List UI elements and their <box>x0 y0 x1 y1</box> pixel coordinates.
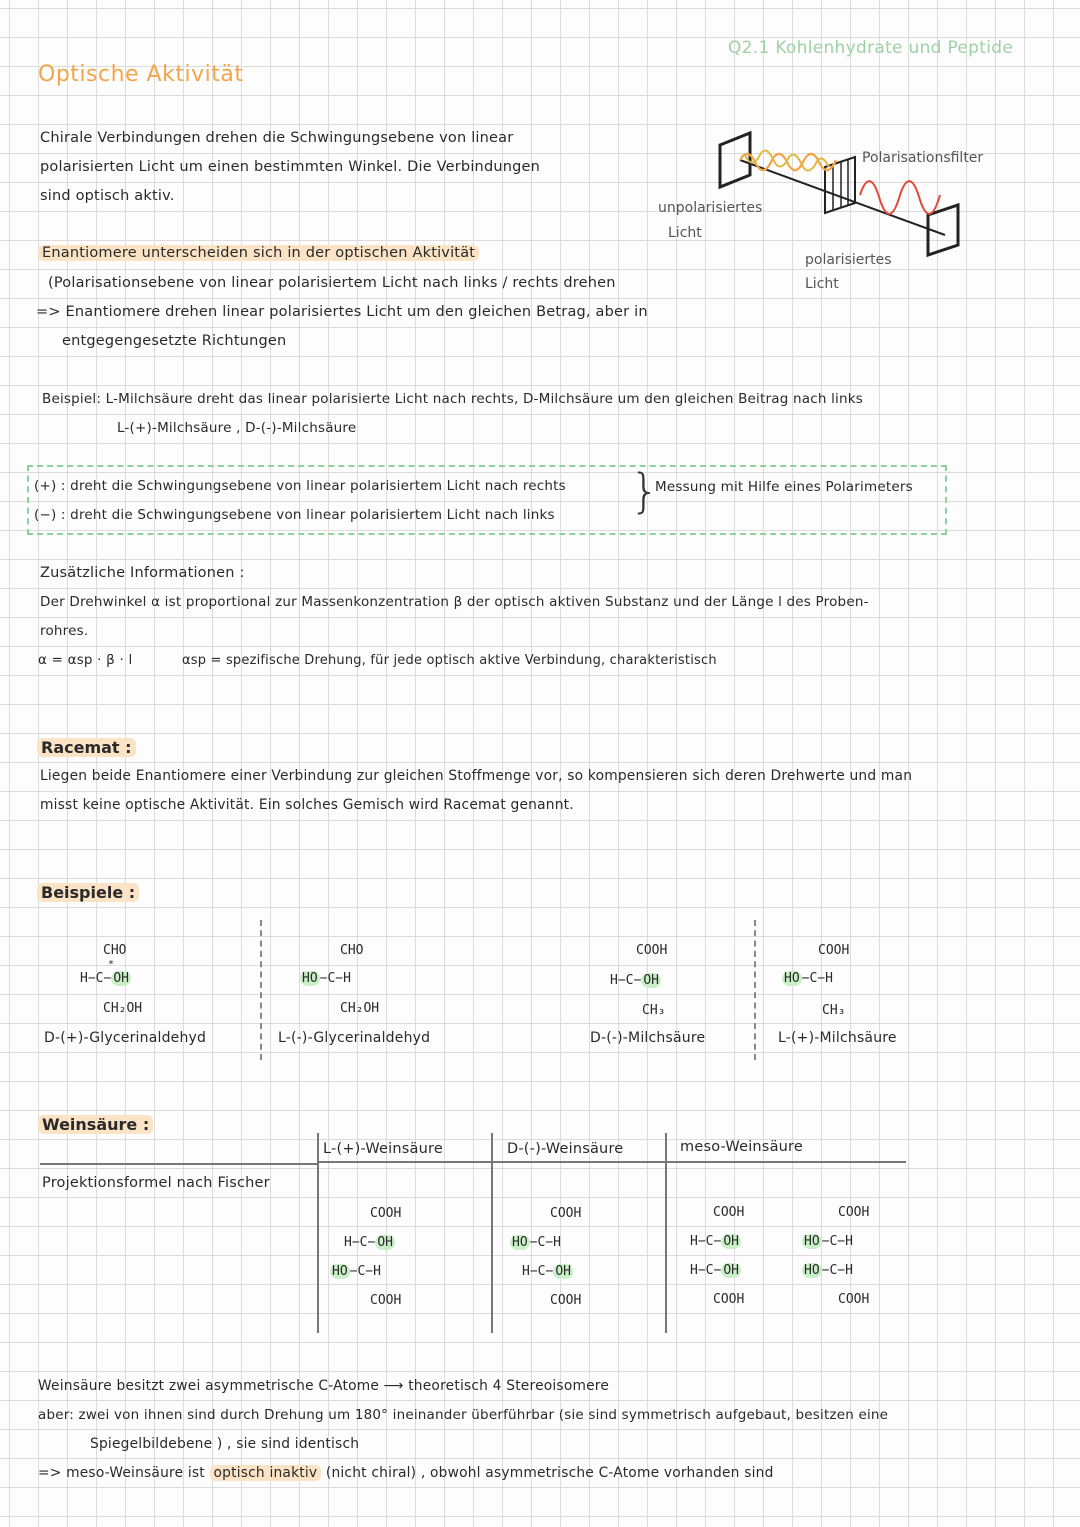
m1-star: * <box>108 959 115 970</box>
conclusion-line-3: Spiegelbildebene ) , sie sind identisch <box>90 1436 360 1452</box>
m3-name: D-(-)-Milchsäure <box>590 1030 706 1046</box>
conclusion-line-4: => meso-Weinsäure ist optisch inaktiv (nicht chiral) , obwohl asymmetrische C-Atome vorhanden sind <box>38 1465 774 1481</box>
meso-a-top: COOH <box>713 1205 745 1220</box>
rotation-definition-box <box>27 465 947 535</box>
l-top: COOH <box>370 1206 402 1221</box>
l-bottom: COOH <box>370 1293 402 1308</box>
m3-center: H−C− OH <box>610 973 659 988</box>
light-beam <box>740 160 945 235</box>
intro-line-3: sind optisch aktiv. <box>40 188 175 204</box>
additional-heading: Zusätzliche Informationen : <box>40 565 245 581</box>
conclusion-line-1: Weinsäure besitzt zwei asymmetrische C-Atome ⟶ theoretisch 4 Stereoisomere <box>38 1378 610 1394</box>
d-row-1: HO −C−H <box>512 1235 561 1250</box>
l-row-2: HO −C−H <box>332 1264 381 1279</box>
conclusion-line-2: aber: zwei von ihnen sind durch Drehung um 180° ineinander überführbar (sie sind symmetrisch aufgebaut, besitzen eine <box>38 1407 889 1423</box>
polarized-label-2: Licht <box>805 276 839 292</box>
meso-b-row-2: HO −C−H <box>804 1263 853 1278</box>
intro-line-1: Chirale Verbindungen drehen die Schwingungsebene von linear <box>40 130 514 146</box>
table-row-line <box>40 1163 318 1165</box>
brace: } <box>630 464 660 518</box>
enantiomers-line-1: (Polarisationsebene von linear polarisiertem Licht nach links / rechts drehen <box>48 275 616 291</box>
d-bottom: COOH <box>550 1293 582 1308</box>
m4-bottom: CH₃ <box>822 1003 846 1018</box>
table-col-line-2 <box>491 1133 493 1333</box>
formula: α = αsp · β · l <box>38 652 133 668</box>
col-header-meso-weinsaeure: meso-Weinsäure <box>680 1139 804 1155</box>
d-top: COOH <box>550 1206 582 1221</box>
example-line-1: Beispiel: L-Milchsäure dreht das linear polarisierte Licht nach rechts, D-Milchsäure um den gleichen Beitrag nach links <box>42 391 863 407</box>
separator-1 <box>260 920 262 1060</box>
additional-line-2: rohres. <box>40 623 89 639</box>
unpolarized-label-1: unpolarisiertes <box>658 200 763 216</box>
example-line-2: L-(+)-Milchsäure , D-(-)-Milchsäure <box>117 420 357 436</box>
polarimeter-note: Messung mit Hilfe eines Polarimeters <box>655 479 913 495</box>
enantiomers-heading: Enantiomere unterscheiden sich in der optischen Aktivität <box>38 245 479 261</box>
m1-bottom: CH₂OH <box>103 1001 143 1016</box>
m1-center: H−C− OH <box>80 971 129 986</box>
additional-line-1: Der Drehwinkel α ist proportional zur Massenkonzentration β der optisch aktiven Substanz und der Länge l des Proben- <box>40 594 869 610</box>
m4-name: L-(+)-Milchsäure <box>778 1030 897 1046</box>
unpolarized-label-2: Licht <box>668 225 702 241</box>
d-row-2: H−C− OH <box>522 1264 571 1279</box>
col-header-d-weinsaeure: D-(-)-Weinsäure <box>507 1141 624 1157</box>
m4-top: COOH <box>818 943 850 958</box>
m2-center: HO −C−H <box>302 971 351 986</box>
racemat-heading: Racemat : <box>37 738 136 757</box>
table-col-line-1 <box>317 1133 319 1333</box>
minus-definition: (−) : dreht die Schwingungsebene von linear polarisiertem Licht nach links <box>34 507 555 523</box>
l-row-1: H−C− OH <box>344 1235 393 1250</box>
page-title: Optische Aktivität <box>38 62 244 87</box>
m1-name: D-(+)-Glycerinaldehyd <box>44 1030 207 1046</box>
plus-definition: (+) : dreht die Schwingungsebene von linear polarisiertem Licht nach rechts <box>34 478 566 494</box>
m2-top: CHO <box>340 943 364 958</box>
meso-a-row-2: H−C− OH <box>690 1263 739 1278</box>
meso-b-row-1: HO −C−H <box>804 1234 853 1249</box>
examples-heading: Beispiele : <box>37 883 139 902</box>
unpolarized-source-frame <box>720 133 750 187</box>
m3-bottom: CH₃ <box>642 1003 666 1018</box>
racemat-line-1: Liegen beide Enantiomere einer Verbindung zur gleichen Stoffmenge vor, so kompensieren sich deren Drehwerte und man <box>40 768 913 784</box>
m1-top: CHO <box>103 943 127 958</box>
meso-a-bottom: COOH <box>713 1292 745 1307</box>
m2-bottom: CH₂OH <box>340 1001 380 1016</box>
meso-b-top: COOH <box>838 1205 870 1220</box>
m3-top: COOH <box>636 943 668 958</box>
formula-note: αsp = spezifische Drehung, für jede optisch aktive Verbindung, charakteristisch <box>182 653 717 668</box>
meso-a-row-1: H−C− OH <box>690 1234 739 1249</box>
meso-b-bottom: COOH <box>838 1292 870 1307</box>
racemat-line-2: misst keine optische Aktivität. Ein solches Gemisch wird Racemat genannt. <box>40 797 574 813</box>
col-header-l-weinsaeure: L-(+)-Weinsäure <box>323 1141 443 1157</box>
m2-name: L-(-)-Glycerinaldehyd <box>278 1030 431 1046</box>
intro-line-2: polarisierten Licht um einen bestimmten Winkel. Die Verbindungen <box>40 159 541 175</box>
polarized-label-1: polarisiertes <box>805 252 892 268</box>
m4-center: HO −C−H <box>784 971 833 986</box>
polarization-filter <box>825 157 855 213</box>
weinsaeure-heading: Weinsäure : <box>38 1115 153 1134</box>
enantiomers-line-3: entgegengesetzte Richtungen <box>62 333 287 349</box>
course-header: Q2.1 Kohlenhydrate und Peptide <box>728 38 1014 58</box>
enantiomers-line-2: => Enantiomere drehen linear polarisiertes Licht um den gleichen Betrag, aber in <box>36 304 648 320</box>
table-header-line <box>318 1161 906 1163</box>
separator-2 <box>754 920 756 1060</box>
filter-label: Polarisationsfilter <box>862 150 984 166</box>
row-label-fischer: Projektionsformel nach Fischer <box>42 1175 270 1191</box>
table-col-line-3 <box>665 1133 667 1333</box>
